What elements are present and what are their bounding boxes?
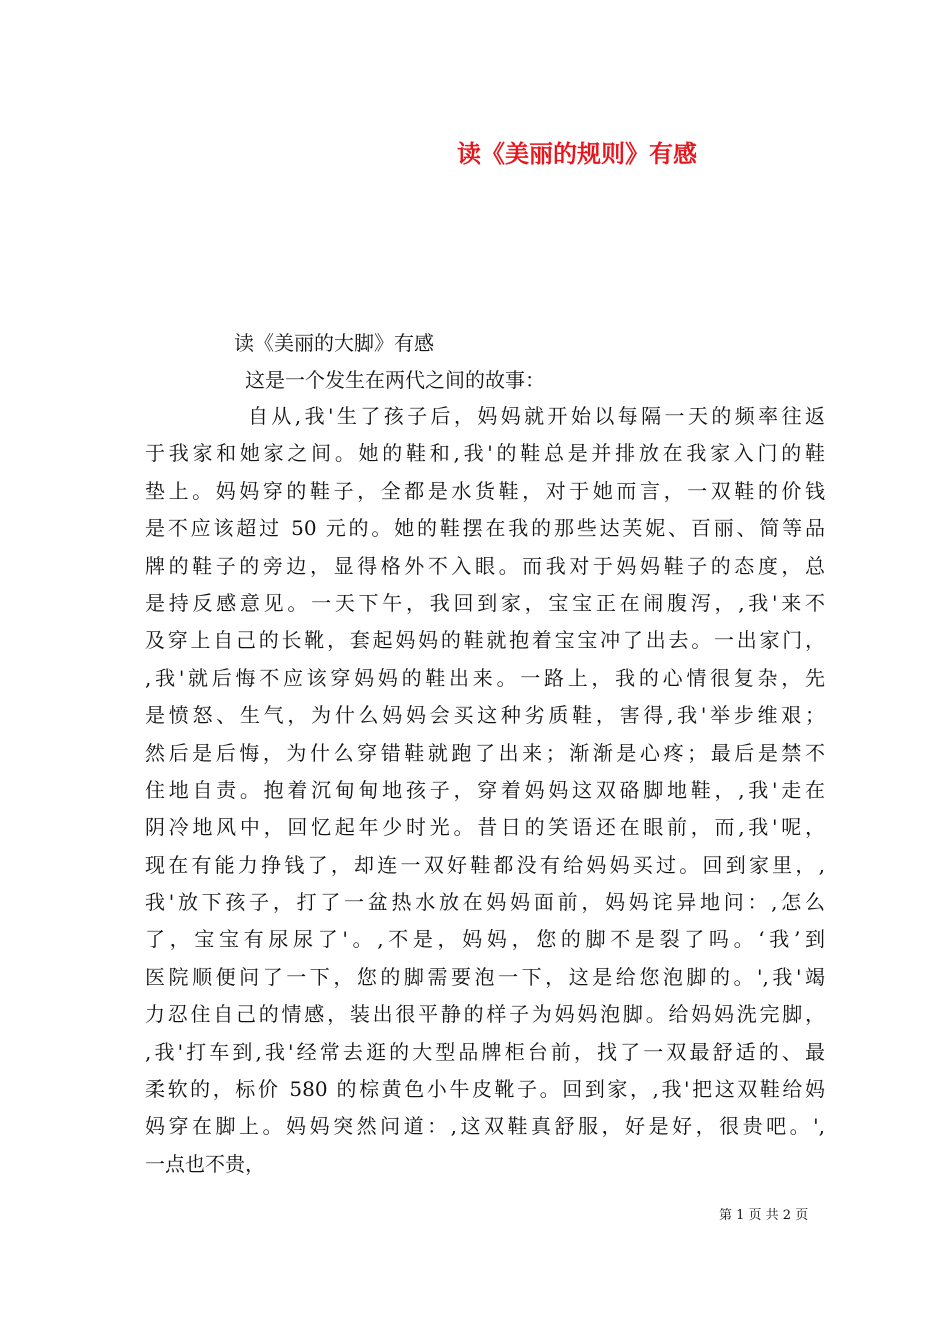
- text-line: 是持反感意见。一天下午，我回到家，宝宝正在闹腹泻，,我'来不: [145, 590, 825, 615]
- document-title: 读《美丽的规则》有感: [457, 140, 697, 168]
- text-line: 垫上。妈妈穿的鞋子，全都是水货鞋，对于她而言，一双鞋的价钱: [145, 478, 825, 503]
- text-line: 及穿上自己的长靴，套起妈妈的鞋就抱着宝宝冲了出去。一出家门，: [145, 628, 825, 653]
- text-line: 现在有能力挣钱了，却连一双好鞋都没有给妈妈买过。回到家里，,: [145, 852, 825, 877]
- text-line: 医院顺便问了一下，您的脚需要泡一下，这是给您泡脚的。',我'竭: [145, 964, 825, 989]
- text-line: 住地自责。抱着沉甸甸地孩子，穿着妈妈这双硌脚地鞋，,我'走在: [145, 777, 825, 802]
- page-footer: 第 1 页 共 2 页: [719, 1208, 809, 1223]
- intro-line: 这是一个发生在两代之间的故事：: [245, 368, 545, 392]
- subtitle: 读《美丽的大脚》有感: [234, 331, 434, 355]
- text-line: 自从,我'生了孩子后，妈妈就开始以每隔一天的频率往返: [248, 404, 825, 428]
- text-line: 阴冷地风中，回忆起年少时光。昔日的笑语还在眼前，而,我'呢，: [145, 815, 825, 840]
- body-text: [145, 398, 825, 1183]
- text-line: ,我'就后悔不应该穿妈妈的鞋出来。一路上，我的心情很复杂，先: [145, 665, 825, 690]
- text-line: 于我家和她家之间。她的鞋和,我'的鞋总是并排放在我家入门的鞋: [145, 441, 825, 466]
- text-line: 然后是后悔，为什么穿错鞋就跑了出来；渐渐是心疼；最后是禁不: [145, 740, 825, 765]
- text-line: ,我'打车到,我'经常去逛的大型品牌柜台前，找了一双最舒适的、最: [145, 1039, 825, 1064]
- text-line: 是不应该超过 50 元的。她的鞋摆在我的那些达芙妮、百丽、简等品: [145, 516, 825, 541]
- text-line: 是愤怒、生气，为什么妈妈会买这种劣质鞋，害得,我'举步维艰；: [145, 703, 825, 728]
- text-line: 妈穿在脚上。妈妈突然问道：,这双鞋真舒服，好是好，很贵吧。',: [145, 1114, 825, 1139]
- text-line: 柔软的，标价 580 的棕黄色小牛皮靴子。回到家，,我'把这双鞋给妈: [145, 1077, 825, 1102]
- text-line: 我'放下孩子，打了一盆热水放在妈妈面前，妈妈诧异地问：,怎么: [145, 890, 825, 915]
- text-line: 力忍住自己的情感，装出很平静的样子为妈妈泡脚。给妈妈洗完脚，: [145, 1002, 825, 1027]
- text-line: 一点也不贵，: [145, 1151, 265, 1176]
- text-line: 了，宝宝有尿尿了'。,不是，妈妈，您的脚不是裂了吗。‘我’到: [145, 927, 825, 952]
- text-line: 牌的鞋子的旁边，显得格外不入眼。而我对于妈妈鞋子的态度，总: [145, 553, 825, 578]
